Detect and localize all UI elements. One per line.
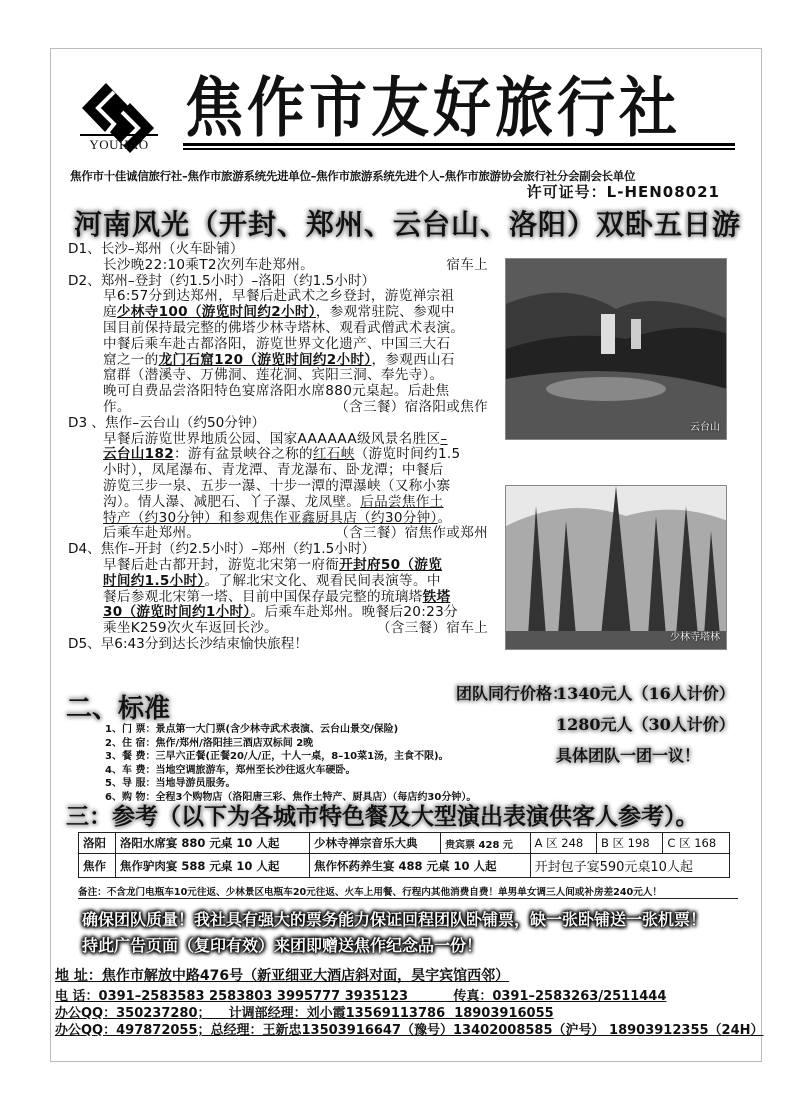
table-cell: 洛阳水席宴 880 元桌 10 人起 (115, 833, 309, 854)
itinerary-text: 晚可自费品尝洛阳特色宴席洛阳水席880元桌起。后赴焦 (103, 383, 450, 400)
table-cell: A 区 248 (530, 833, 596, 854)
agency-name: 焦作市友好旅行社 (185, 69, 682, 146)
table-cell: 焦作怀药养生宴 488 元桌 10 人起 (309, 854, 530, 878)
reference-heading: 三：参考（以下为各城市特色餐及大型演出表演供客人参考）。 (66, 803, 699, 830)
table-cell: 少林寺禅宗音乐大典 (309, 833, 440, 854)
itinerary-text: 小时），凤尾瀑布、青龙潭、青龙瀑布、卧龙潭；中餐后 (103, 462, 444, 479)
table-row (79, 833, 730, 854)
highlight-text: – (440, 430, 448, 447)
itinerary-line (68, 495, 488, 511)
itinerary-line (68, 574, 488, 590)
itinerary-day-1: D1、长沙–郑州（火车卧铺） (68, 241, 244, 257)
shaolin-pagoda-photo (505, 485, 727, 650)
itinerary-line (68, 337, 488, 353)
itinerary-text: 后乘车赴郑州。 (103, 525, 201, 542)
itinerary-text: 游览三步一泉、五步一瀑、十步一潭的潭瀑峡（又称小寨 (103, 477, 451, 494)
highlight-text: 少林寺100（游览时间约2小时） (116, 304, 316, 321)
city-cell: 焦作 (79, 854, 116, 878)
price-30: 1280元人（30人计价） (556, 715, 735, 734)
remarks: 备注：不含龙门电瓶车10元往返、少林景区电瓶车20元往返、火车上用餐、行程内其他消费自费！单男单女调三人间或补房差240元人！ (78, 884, 738, 899)
itinerary-text: ，参观常驻院、参观中 (315, 304, 455, 321)
itinerary-text: 早6:57分到达郑州，早餐后赴武术之乡登封，游览禅宗祖 (103, 288, 455, 305)
photo-caption: 少林寺塔林 (670, 632, 720, 643)
highlight-text: 后品尝焦作土 (360, 493, 444, 510)
price-16: 1340元人（16人计价） (556, 684, 735, 703)
honors-line: 焦作市十佳诚信旅行社–焦作市旅游系统先进单位–焦作市旅游系统先进个人–焦作市旅游协会旅行社分会副会长单位 (70, 169, 636, 183)
table-cell: 开封包子宴590元桌10人起 (530, 854, 729, 878)
lodging-note: （含三餐）宿焦作或郑州 (335, 525, 488, 542)
table-row (79, 854, 730, 878)
highlight-text: 开封府50（游览 (339, 556, 443, 573)
standards-list (105, 723, 476, 804)
table-cell: 焦作驴肉宴 588 元桌 10 人起 (115, 854, 309, 878)
itinerary-line (68, 463, 488, 479)
itinerary-text: 。后乘车赴郑州。晚餐后20:23分 (250, 604, 458, 621)
itinerary-text: 国目前保持最完整的佛塔少林寺塔林、观看武僧武术表演。 (103, 319, 465, 336)
qq-planning-manager: 办公QQ：350237280； 计调部经理：刘小霞13569113786 18903916055 (55, 1006, 554, 1021)
tour-title: 河南风光（开封、郑州、云台山、洛阳）双卧五日游 (74, 208, 742, 241)
price-label: 团队同行价格： (456, 684, 569, 703)
itinerary-day-5: D5、早6:43分到达长沙结束愉快旅程！ (68, 635, 308, 652)
itinerary-text: 作。 (103, 398, 131, 415)
standard-item: 3、餐 费：三早六正餐(正餐20/人/正，十人一桌，8–10菜1汤，主食不限)。 (105, 751, 449, 762)
itinerary-text: 早餐后赴古都开封，游览北宋第一府衙 (103, 556, 340, 573)
pagoda-forest-photo-icon (506, 486, 727, 650)
qq-general-manager: 办公QQ：497872055；总经理：王新忠13503916647（豫号）13402008585（沪号） 18903912355（24H） (55, 1023, 764, 1038)
itinerary-line (68, 526, 488, 542)
address: 地 址：焦作市解放中路476号（新亚细亚大酒店斜对面，昊宇宾馆西邻） (55, 968, 510, 984)
itinerary-line (68, 621, 488, 637)
itinerary-line (68, 511, 488, 527)
highlight-text: 30（游览时间约1小时） (103, 604, 251, 621)
reference-table (78, 832, 730, 878)
itinerary-text: 。了解北宋文化、观看民间表演等。中 (204, 572, 441, 589)
itinerary-line (68, 400, 488, 416)
itinerary-text: 长沙晚22:10乘T2次列车赴郑州。 (103, 256, 315, 273)
itinerary-line (68, 368, 488, 384)
itinerary-line (68, 384, 488, 400)
itinerary-text: ：游有盆景峡谷之称的 (173, 446, 313, 463)
itinerary-line (68, 321, 488, 337)
itinerary-line (68, 605, 488, 621)
highlight-text: 红石峡 (312, 446, 355, 463)
standards-heading: 二、标准 (66, 694, 171, 724)
license-number: 许可证号：L-HEN08021 (526, 183, 720, 201)
itinerary-line (68, 258, 488, 274)
itinerary-text: 窟群（潜溪寺、万佛洞、莲花洞、宾阳三洞、奉先寺）。 (103, 367, 444, 384)
lodging-note: 宿车上 (446, 256, 488, 273)
lodging-note: （含三餐）宿车上 (376, 620, 488, 637)
standard-item: 1、门 票：景点第一大门票(含少林寺武术表演、云台山景交/保险) (105, 724, 399, 735)
itinerary-line (68, 558, 488, 574)
itinerary-text: 。 (437, 509, 452, 526)
waterfall-photo-icon (506, 259, 727, 440)
highlight-text: 特产（约30分钟）和参观焦作亚鑫厨具店（约30分钟） (103, 509, 438, 526)
price-negotiable: 具体团队一团一议！ (556, 746, 701, 765)
itinerary-day-2: D2、郑州–登封（约1.5小时）–洛阳（约1.5小时） (68, 272, 376, 289)
promo-banner-1: 确保团队质量！我社具有强大的票务能力保证回程团队卧铺票，缺一张卧铺送一张机票！ (82, 910, 707, 929)
itinerary-line (68, 432, 488, 448)
itinerary-line (68, 305, 488, 321)
itinerary-line (68, 447, 488, 463)
itinerary-text: 乘坐K259次火车返回长沙。 (103, 620, 278, 637)
itinerary-text: 庭 (103, 304, 117, 321)
itinerary-line (68, 479, 488, 495)
table-cell: B 区 198 (596, 833, 662, 854)
itinerary-text: 餐后参观北宋第一塔、目前中国保存最完整的琉璃塔 (103, 588, 423, 605)
phone-fax: 电 话：0391–2583583 2583803 3995777 3935123 传真：0391–2583263/2511444 (55, 989, 667, 1004)
itinerary (68, 242, 488, 653)
itinerary-day-3: D3 、焦作–云台山（约50分钟） (68, 414, 266, 431)
highlight-text: 龙门石窟120（游览时间约2小时） (158, 351, 372, 368)
itinerary-text: 中餐后乘车赴古都洛阳，游览世界文化遗产、中国三大石 (103, 335, 451, 352)
highlight-text: 铁塔 (422, 588, 451, 605)
highlight-text: 时间约1.5小时） (103, 572, 205, 589)
itinerary-day-4: D4、焦作–开封（约2.5小时）–郑州（约1.5小时） (68, 541, 376, 558)
photo-caption: 云台山 (690, 422, 720, 433)
itinerary-text: ，参观西山石 (371, 351, 455, 368)
itinerary-line (68, 353, 488, 369)
brand-divider (183, 143, 735, 150)
itinerary-line (68, 590, 488, 606)
standard-item: 5、导 服：当地导游员服务。 (105, 778, 236, 789)
city-cell: 洛阳 (79, 833, 116, 854)
itinerary-line (68, 289, 488, 305)
itinerary-text: 窟之一的 (103, 351, 159, 368)
lodging-note: （含三餐）宿洛阳或焦作 (335, 398, 488, 415)
logo-text: YOUHAO (80, 134, 158, 153)
itinerary-text: 沟）。情人瀑、减肥石、丫子瀑、龙凤壁。 (103, 493, 361, 510)
table-cell: C 区 168 (663, 833, 730, 854)
standard-item: 6、购 物：全程3个购物店（洛阳唐三彩、焦作土特产、厨具店）（每店约30分钟）。 (105, 791, 477, 803)
standard-item: 2、住 宿：焦作/郑州/洛阳挂三酒店双标间 2晚 (105, 737, 314, 749)
table-cell: 贵宾票 428 元 (441, 833, 531, 854)
promo-banner-2: 持此广告页面（复印有效）来团即赠送焦作纪念品一份！ (82, 936, 483, 955)
itinerary-text: 早餐后游览世界地质公园、国家AAAAAA级风景名胜区 (103, 430, 441, 447)
standard-item: 4、车 费：当地空调旅游车，郑州至长沙往返火车硬卧。 (105, 764, 356, 776)
itinerary-text: （游览时间约1.5 (354, 446, 461, 463)
highlight-text: 云台山182 (103, 446, 174, 463)
yuntaishan-photo (505, 258, 727, 440)
